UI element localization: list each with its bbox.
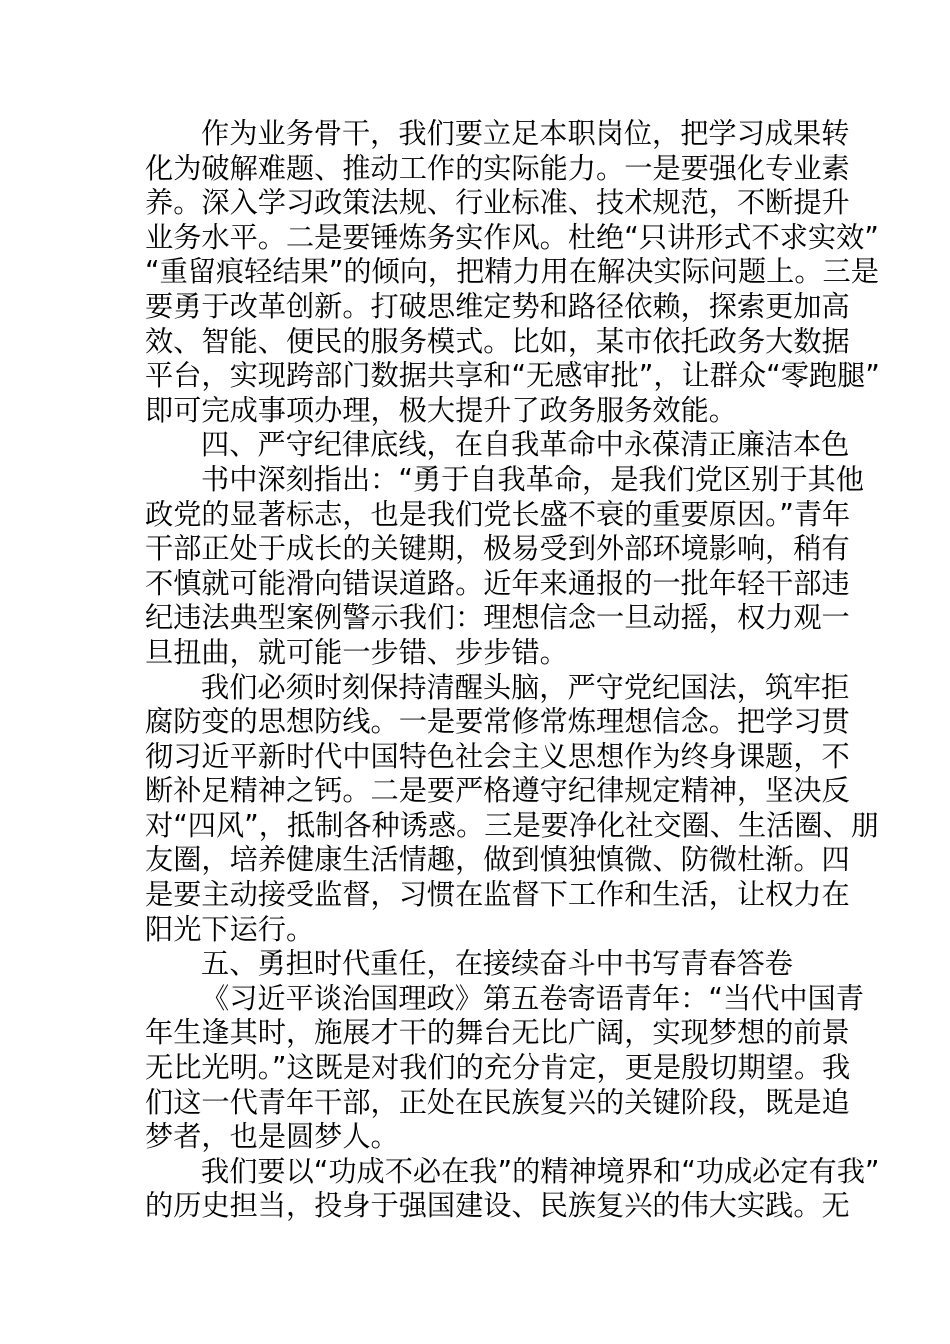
text-line: 《习近平谈治国理政》第五卷寄语青年：“当代中国青 <box>201 981 864 1015</box>
text-line: 业务水平。二是要锤炼务实作风。杜绝“只讲形式不求实效” <box>145 220 879 254</box>
text-line: 旦扭曲，就可能一步错、步步错。 <box>145 635 568 669</box>
text-line: 养。深入学习政策法规、行业标准、技术规范，不断提升 <box>145 186 850 220</box>
text-line: “重留痕轻结果”的倾向，把精力用在解决实际问题上。三是 <box>145 255 879 289</box>
text-line: 化为破解难题、推动工作的实际能力。一是要强化专业素 <box>145 151 850 185</box>
text-line: 断补足精神之钙。二是要严格遵守纪律规定精神，坚决反 <box>145 774 850 808</box>
text-line: 干部正处于成长的关键期，极易受到外部环境影响，稍有 <box>145 532 850 566</box>
text-line: 无比光明。”这既是对我们的充分肯定，更是殷切期望。我 <box>145 1051 851 1085</box>
text-line: 平台，实现跨部门数据共享和“无感审批”，让群众“零跑腿” <box>145 359 880 393</box>
text-line: 我们要以“功成不必在我”的精神境界和“功成必定有我” <box>201 1154 880 1188</box>
document-page <box>145 117 880 1224</box>
section-heading: 四、严守纪律底线，在自我革命中永葆清正廉洁本色 <box>201 428 850 462</box>
text-line: 作为业务骨干，我们要立足本职岗位，把学习成果转 <box>201 117 850 150</box>
text-line: 即可完成事项办理，极大提升了政务服务效能。 <box>145 393 737 427</box>
text-line: 年生逢其时，施展才干的舞台无比广阔，实现梦想的前景 <box>145 1016 850 1050</box>
text-line: 我们必须时刻保持清醒头脑，严守党纪国法，筑牢拒 <box>201 670 850 704</box>
text-line: 阳光下运行。 <box>145 912 315 946</box>
text-line: 书中深刻指出：“勇于自我革命，是我们党区别于其他 <box>201 462 864 496</box>
text-line: 纪违法典型案例警示我们：理想信念一旦动摇，权力观一 <box>145 601 850 635</box>
section-heading: 五、勇担时代重任，在接续奋斗中书写青春答卷 <box>201 947 793 981</box>
text-line: 要勇于改革创新。打破思维定势和路径依赖，探索更加高 <box>145 289 850 323</box>
text-line: 们这一代青年干部，正处在民族复兴的关键阶段，既是追 <box>145 1085 850 1119</box>
text-line: 友圈，培养健康生活情趣，做到慎独慎微、防微杜渐。四 <box>145 843 850 877</box>
text-line: 效、智能、便民的服务模式。比如，某市依托政务大数据 <box>145 324 850 358</box>
text-line: 彻习近平新时代中国特色社会主义思想作为终身课题，不 <box>145 739 850 773</box>
text-line: 是要主动接受监督，习惯在监督下工作和生活，让权力在 <box>145 878 850 912</box>
text-line: 政党的显著标志，也是我们党长盛不衰的重要原因。”青年 <box>145 497 851 531</box>
text-line: 的历史担当，投身于强国建设、民族复兴的伟大实践。无 <box>145 1189 850 1223</box>
text-line: 梦者，也是圆梦人。 <box>145 1120 399 1154</box>
text-line: 腐防变的思想防线。一是要常修常炼理想信念。把学习贯 <box>145 705 850 739</box>
document-body <box>145 117 880 1224</box>
text-line: 对“四风”，抵制各种诱惑。三是要净化社交圈、生活圈、朋 <box>145 808 879 842</box>
text-line: 不慎就可能滑向错误道路。近年来通报的一批年轻干部违 <box>145 566 850 600</box>
